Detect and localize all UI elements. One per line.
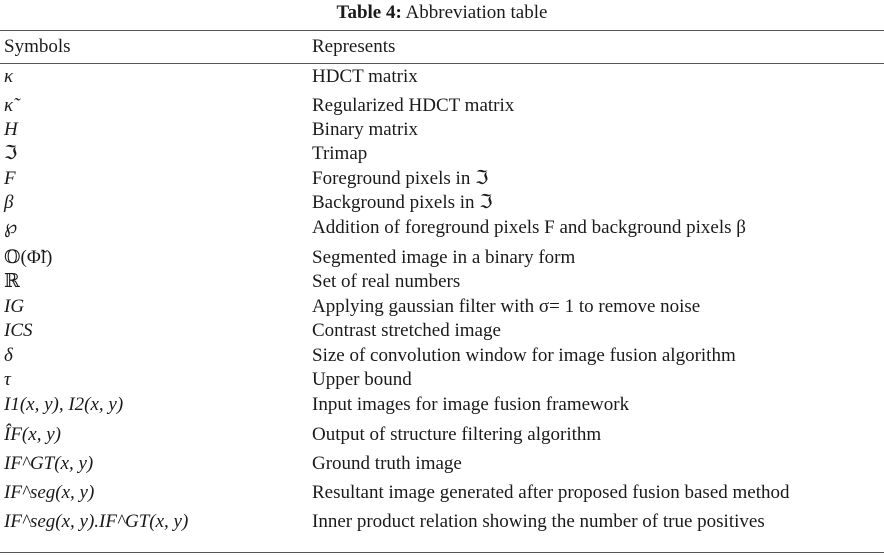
table-row bbox=[0, 416, 884, 446]
table-row bbox=[0, 190, 884, 214]
description-cell: Size of convolution window for image fusion algorithm bbox=[312, 345, 736, 366]
description-cell: Upper bound bbox=[312, 369, 412, 390]
description-cell: Output of structure filtering algorithm bbox=[312, 424, 602, 445]
symbol-cell: δ bbox=[4, 345, 13, 366]
table-row bbox=[0, 475, 884, 504]
symbol-cell: IF^GT(x, y) bbox=[4, 453, 94, 474]
table-row bbox=[0, 391, 884, 416]
symbol-cell: IF^seg(x, y).IF^GT(x, y) bbox=[4, 511, 189, 532]
description-cell: Background pixels in ℑ bbox=[312, 192, 493, 213]
description-cell: Trimap bbox=[312, 143, 368, 164]
table-row bbox=[0, 88, 884, 117]
symbol-cell: ℝ bbox=[4, 271, 20, 292]
table-row bbox=[0, 293, 884, 318]
description-cell: Binary matrix bbox=[312, 119, 419, 140]
symbol-cell: 𝕆(Φ̃l) bbox=[4, 247, 53, 268]
table-row bbox=[0, 446, 884, 475]
table-row bbox=[0, 367, 884, 391]
table-row bbox=[0, 214, 884, 239]
column-header-symbols: Symbols bbox=[4, 36, 71, 57]
description-cell: Ground truth image bbox=[312, 453, 462, 474]
table-row bbox=[0, 239, 884, 269]
table-row bbox=[0, 342, 884, 367]
table-row bbox=[0, 165, 884, 190]
symbol-cell: H bbox=[4, 119, 18, 140]
description-cell: Applying gaussian filter with σ= 1 to remove noise bbox=[312, 296, 701, 317]
symbol-cell: I1(x, y), I2(x, y) bbox=[4, 394, 124, 415]
description-cell: Regularized HDCT matrix bbox=[312, 95, 515, 116]
description-cell: Addition of foreground pixels F and background pixels β bbox=[312, 217, 746, 238]
symbol-cell: ℘ bbox=[4, 217, 18, 238]
table-body bbox=[0, 64, 884, 533]
description-cell: Segmented image in a binary form bbox=[312, 247, 576, 268]
description-cell: Contrast stretched image bbox=[312, 320, 501, 341]
symbol-cell: ÎF(x, y) bbox=[4, 424, 61, 445]
symbol-cell: τ bbox=[4, 369, 11, 390]
description-cell: Input images for image fusion framework bbox=[312, 394, 630, 415]
symbol-cell: κ̃ bbox=[4, 95, 14, 116]
symbol-cell: F bbox=[4, 168, 16, 189]
table-row bbox=[0, 64, 884, 88]
column-header-represents: Represents bbox=[312, 36, 396, 57]
symbol-cell: ICS bbox=[4, 320, 33, 341]
description-cell: Inner product relation showing the number of true positives bbox=[312, 511, 765, 532]
symbol-cell: IG bbox=[4, 296, 25, 317]
description-cell: Foreground pixels in ℑ bbox=[312, 168, 489, 189]
table-caption-label: Table 4: bbox=[336, 2, 402, 23]
description-cell: Set of real numbers bbox=[312, 271, 461, 292]
table-row bbox=[0, 117, 884, 141]
table-row bbox=[0, 269, 884, 293]
table-bottom-rule bbox=[0, 552, 884, 553]
table-row bbox=[0, 318, 884, 342]
symbol-cell: IF^seg(x, y) bbox=[4, 482, 95, 503]
symbol-cell: κ bbox=[4, 66, 14, 87]
description-cell: Resultant image generated after proposed fusion based method bbox=[312, 482, 790, 503]
table-caption-text: Abbreviation table bbox=[405, 2, 548, 23]
table-caption bbox=[0, 2, 884, 24]
symbol-cell: ℑ bbox=[4, 143, 18, 164]
table-top-rule bbox=[0, 30, 884, 31]
description-cell: HDCT matrix bbox=[312, 66, 418, 87]
symbol-cell: β bbox=[4, 192, 14, 213]
table-row bbox=[0, 504, 884, 533]
table-row bbox=[0, 141, 884, 165]
